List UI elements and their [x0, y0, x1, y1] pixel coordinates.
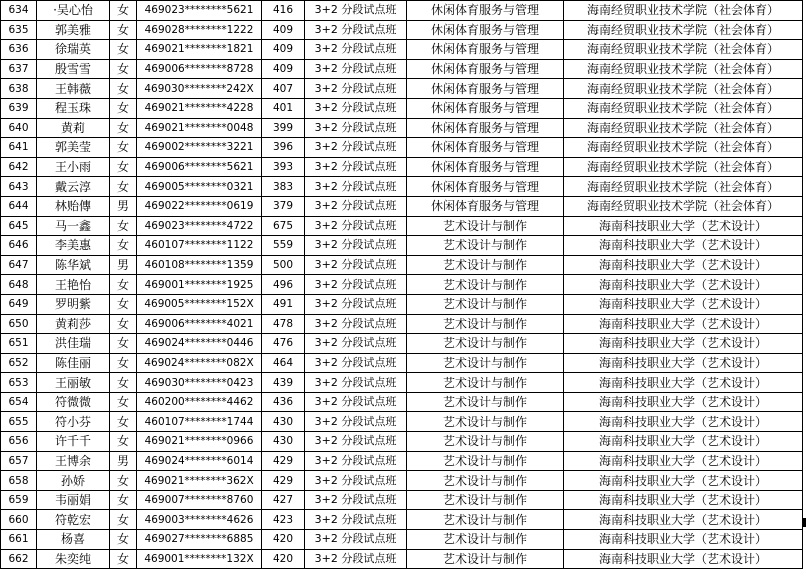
student-name-cell: 王小雨 [37, 157, 110, 177]
score-cell: 420 [262, 549, 305, 569]
row-number-cell: 643 [1, 177, 37, 197]
table-row [1, 334, 803, 354]
score-cell: 476 [262, 334, 305, 354]
row-number-cell: 640 [1, 118, 37, 138]
row-number-cell: 651 [1, 334, 37, 354]
class-type-cell: 3+2 分段试点班 [305, 216, 407, 236]
student-name-cell: 孙娇 [37, 471, 110, 491]
gender-cell: 女 [110, 510, 137, 530]
row-number-cell: 657 [1, 451, 37, 471]
row-number-cell: 636 [1, 40, 37, 60]
major-cell: 艺术设计与制作 [407, 510, 564, 530]
id-number-cell: 469006********5621 [137, 157, 262, 177]
school-cell: 海南科技职业大学（艺术设计） [564, 392, 803, 412]
student-name-cell: 陈华斌 [37, 255, 110, 275]
student-name-cell: 马一鑫 [37, 216, 110, 236]
class-type-cell: 3+2 分段试点班 [305, 334, 407, 354]
edge-mark [802, 518, 806, 527]
school-cell: 海南经贸职业技术学院（社会体育） [564, 138, 803, 158]
major-cell: 休闲体育服务与管理 [407, 40, 564, 60]
major-cell: 休闲体育服务与管理 [407, 177, 564, 197]
school-cell: 海南科技职业大学（艺术设计） [564, 412, 803, 432]
row-number-cell: 656 [1, 432, 37, 452]
major-cell: 艺术设计与制作 [407, 294, 564, 314]
class-type-cell: 3+2 分段试点班 [305, 471, 407, 491]
table-row [1, 294, 803, 314]
table-row [1, 157, 803, 177]
score-cell: 429 [262, 451, 305, 471]
gender-cell: 女 [110, 275, 137, 295]
gender-cell: 女 [110, 392, 137, 412]
score-cell: 409 [262, 59, 305, 79]
major-cell: 艺术设计与制作 [407, 432, 564, 452]
row-number-cell: 658 [1, 471, 37, 491]
table-row [1, 275, 803, 295]
score-cell: 420 [262, 530, 305, 550]
id-number-cell: 460107********1744 [137, 412, 262, 432]
student-name-cell: 杨喜 [37, 530, 110, 550]
gender-cell: 女 [110, 314, 137, 334]
major-cell: 休闲体育服务与管理 [407, 20, 564, 40]
table-row [1, 79, 803, 99]
class-type-cell: 3+2 分段试点班 [305, 510, 407, 530]
row-number-cell: 650 [1, 314, 37, 334]
score-cell: 429 [262, 471, 305, 491]
major-cell: 艺术设计与制作 [407, 490, 564, 510]
table-row [1, 392, 803, 412]
id-number-cell: 469001********1925 [137, 275, 262, 295]
class-type-cell: 3+2 分段试点班 [305, 255, 407, 275]
gender-cell: 男 [110, 196, 137, 216]
id-number-cell: 469006********4021 [137, 314, 262, 334]
table-row [1, 432, 803, 452]
gender-cell: 女 [110, 334, 137, 354]
class-type-cell: 3+2 分段试点班 [305, 530, 407, 550]
score-cell: 379 [262, 196, 305, 216]
id-number-cell: 469024********082X [137, 353, 262, 373]
major-cell: 休闲体育服务与管理 [407, 157, 564, 177]
gender-cell: 女 [110, 177, 137, 197]
major-cell: 艺术设计与制作 [407, 236, 564, 256]
student-name-cell: ·吴心怡 [37, 1, 110, 21]
major-cell: 艺术设计与制作 [407, 412, 564, 432]
score-cell: 436 [262, 392, 305, 412]
class-type-cell: 3+2 分段试点班 [305, 59, 407, 79]
class-type-cell: 3+2 分段试点班 [305, 294, 407, 314]
gender-cell: 女 [110, 530, 137, 550]
gender-cell: 女 [110, 40, 137, 60]
major-cell: 艺术设计与制作 [407, 353, 564, 373]
student-name-cell: 郭美莹 [37, 138, 110, 158]
student-name-cell: 郭美雅 [37, 20, 110, 40]
class-type-cell: 3+2 分段试点班 [305, 196, 407, 216]
class-type-cell: 3+2 分段试点班 [305, 490, 407, 510]
major-cell: 艺术设计与制作 [407, 530, 564, 550]
table-row [1, 236, 803, 256]
school-cell: 海南科技职业大学（艺术设计） [564, 353, 803, 373]
table-row [1, 353, 803, 373]
id-number-cell: 469030********242X [137, 79, 262, 99]
score-cell: 423 [262, 510, 305, 530]
school-cell: 海南科技职业大学（艺术设计） [564, 549, 803, 569]
school-cell: 海南科技职业大学（艺术设计） [564, 510, 803, 530]
major-cell: 艺术设计与制作 [407, 314, 564, 334]
row-number-cell: 638 [1, 79, 37, 99]
table-row [1, 314, 803, 334]
class-type-cell: 3+2 分段试点班 [305, 177, 407, 197]
school-cell: 海南经贸职业技术学院（社会体育） [564, 20, 803, 40]
score-cell: 399 [262, 118, 305, 138]
student-name-cell: 黄莉莎 [37, 314, 110, 334]
row-number-cell: 652 [1, 353, 37, 373]
row-number-cell: 634 [1, 1, 37, 21]
student-name-cell: 王丽敏 [37, 373, 110, 393]
table-row [1, 98, 803, 118]
school-cell: 海南经贸职业技术学院（社会体育） [564, 196, 803, 216]
class-type-cell: 3+2 分段试点班 [305, 1, 407, 21]
student-name-cell: 徐瑞英 [37, 40, 110, 60]
table-row [1, 412, 803, 432]
major-cell: 艺术设计与制作 [407, 275, 564, 295]
school-cell: 海南经贸职业技术学院（社会体育） [564, 98, 803, 118]
row-number-cell: 661 [1, 530, 37, 550]
table-row [1, 490, 803, 510]
gender-cell: 男 [110, 451, 137, 471]
table-row [1, 373, 803, 393]
gender-cell: 女 [110, 216, 137, 236]
score-cell: 439 [262, 373, 305, 393]
table-row [1, 451, 803, 471]
major-cell: 艺术设计与制作 [407, 392, 564, 412]
id-number-cell: 469021********4228 [137, 98, 262, 118]
gender-cell: 女 [110, 1, 137, 21]
major-cell: 艺术设计与制作 [407, 334, 564, 354]
id-number-cell: 469022********0619 [137, 196, 262, 216]
student-name-cell: 戴云淳 [37, 177, 110, 197]
major-cell: 休闲体育服务与管理 [407, 59, 564, 79]
school-cell: 海南科技职业大学（艺术设计） [564, 216, 803, 236]
table-body [1, 1, 803, 569]
class-type-cell: 3+2 分段试点班 [305, 314, 407, 334]
gender-cell: 女 [110, 353, 137, 373]
id-number-cell: 469028********1222 [137, 20, 262, 40]
row-number-cell: 660 [1, 510, 37, 530]
id-number-cell: 469005********152X [137, 294, 262, 314]
gender-cell: 女 [110, 471, 137, 491]
class-type-cell: 3+2 分段试点班 [305, 118, 407, 138]
score-cell: 675 [262, 216, 305, 236]
school-cell: 海南科技职业大学（艺术设计） [564, 373, 803, 393]
score-cell: 401 [262, 98, 305, 118]
table-row [1, 216, 803, 236]
major-cell: 艺术设计与制作 [407, 216, 564, 236]
student-name-cell: 黄莉 [37, 118, 110, 138]
row-number-cell: 639 [1, 98, 37, 118]
school-cell: 海南经贸职业技术学院（社会体育） [564, 177, 803, 197]
major-cell: 艺术设计与制作 [407, 471, 564, 491]
table-row [1, 471, 803, 491]
table-row [1, 138, 803, 158]
student-name-cell: 林贻傳 [37, 196, 110, 216]
class-type-cell: 3+2 分段试点班 [305, 412, 407, 432]
table-row [1, 196, 803, 216]
major-cell: 艺术设计与制作 [407, 373, 564, 393]
row-number-cell: 642 [1, 157, 37, 177]
class-type-cell: 3+2 分段试点班 [305, 20, 407, 40]
student-name-cell: 韦丽娟 [37, 490, 110, 510]
row-number-cell: 648 [1, 275, 37, 295]
score-cell: 393 [262, 157, 305, 177]
table-row [1, 20, 803, 40]
gender-cell: 女 [110, 490, 137, 510]
score-cell: 409 [262, 40, 305, 60]
major-cell: 休闲体育服务与管理 [407, 118, 564, 138]
student-name-cell: 罗明紫 [37, 294, 110, 314]
table-row [1, 1, 803, 21]
row-number-cell: 637 [1, 59, 37, 79]
student-name-cell: 许千千 [37, 432, 110, 452]
student-name-cell: 殷雪雪 [37, 59, 110, 79]
gender-cell: 女 [110, 432, 137, 452]
gender-cell: 女 [110, 20, 137, 40]
class-type-cell: 3+2 分段试点班 [305, 392, 407, 412]
gender-cell: 女 [110, 294, 137, 314]
row-number-cell: 655 [1, 412, 37, 432]
score-cell: 416 [262, 1, 305, 21]
class-type-cell: 3+2 分段试点班 [305, 79, 407, 99]
id-number-cell: 469003********4626 [137, 510, 262, 530]
gender-cell: 女 [110, 236, 137, 256]
id-number-cell: 469021********0048 [137, 118, 262, 138]
id-number-cell: 460107********1122 [137, 236, 262, 256]
score-cell: 478 [262, 314, 305, 334]
score-cell: 409 [262, 20, 305, 40]
school-cell: 海南经贸职业技术学院（社会体育） [564, 40, 803, 60]
table-row [1, 530, 803, 550]
row-number-cell: 649 [1, 294, 37, 314]
school-cell: 海南科技职业大学（艺术设计） [564, 294, 803, 314]
student-name-cell: 陈佳丽 [37, 353, 110, 373]
score-cell: 430 [262, 432, 305, 452]
class-type-cell: 3+2 分段试点班 [305, 432, 407, 452]
id-number-cell: 460108********1359 [137, 255, 262, 275]
id-number-cell: 469024********6014 [137, 451, 262, 471]
student-name-cell: 符小芬 [37, 412, 110, 432]
class-type-cell: 3+2 分段试点班 [305, 40, 407, 60]
id-number-cell: 469007********8760 [137, 490, 262, 510]
score-cell: 496 [262, 275, 305, 295]
id-number-cell: 469005********0321 [137, 177, 262, 197]
school-cell: 海南科技职业大学（艺术设计） [564, 530, 803, 550]
student-name-cell: 王艳怡 [37, 275, 110, 295]
score-cell: 430 [262, 412, 305, 432]
school-cell: 海南经贸职业技术学院（社会体育） [564, 79, 803, 99]
gender-cell: 女 [110, 412, 137, 432]
gender-cell: 女 [110, 549, 137, 569]
school-cell: 海南科技职业大学（艺术设计） [564, 236, 803, 256]
table-row [1, 59, 803, 79]
student-name-cell: 符乾宏 [37, 510, 110, 530]
major-cell: 休闲体育服务与管理 [407, 196, 564, 216]
class-type-cell: 3+2 分段试点班 [305, 451, 407, 471]
id-number-cell: 469006********8728 [137, 59, 262, 79]
score-cell: 407 [262, 79, 305, 99]
score-cell: 383 [262, 177, 305, 197]
student-name-cell: 李美惠 [37, 236, 110, 256]
student-name-cell: 朱奕纯 [37, 549, 110, 569]
gender-cell: 女 [110, 157, 137, 177]
school-cell: 海南科技职业大学（艺术设计） [564, 490, 803, 510]
gender-cell: 女 [110, 138, 137, 158]
id-number-cell: 469001********132X [137, 549, 262, 569]
row-number-cell: 646 [1, 236, 37, 256]
score-cell: 427 [262, 490, 305, 510]
gender-cell: 女 [110, 373, 137, 393]
class-type-cell: 3+2 分段试点班 [305, 549, 407, 569]
row-number-cell: 654 [1, 392, 37, 412]
table-row [1, 118, 803, 138]
id-number-cell: 469021********1821 [137, 40, 262, 60]
school-cell: 海南科技职业大学（艺术设计） [564, 471, 803, 491]
student-name-cell: 王韩薇 [37, 79, 110, 99]
major-cell: 休闲体育服务与管理 [407, 1, 564, 21]
table-row [1, 40, 803, 60]
id-number-cell: 469030********0423 [137, 373, 262, 393]
school-cell: 海南科技职业大学（艺术设计） [564, 432, 803, 452]
school-cell: 海南科技职业大学（艺术设计） [564, 334, 803, 354]
school-cell: 海南经贸职业技术学院（社会体育） [564, 59, 803, 79]
major-cell: 艺术设计与制作 [407, 549, 564, 569]
class-type-cell: 3+2 分段试点班 [305, 138, 407, 158]
table-row [1, 549, 803, 569]
row-number-cell: 645 [1, 216, 37, 236]
table-row [1, 255, 803, 275]
class-type-cell: 3+2 分段试点班 [305, 275, 407, 295]
row-number-cell: 644 [1, 196, 37, 216]
class-type-cell: 3+2 分段试点班 [305, 236, 407, 256]
table-row [1, 510, 803, 530]
school-cell: 海南经贸职业技术学院（社会体育） [564, 157, 803, 177]
major-cell: 休闲体育服务与管理 [407, 79, 564, 99]
class-type-cell: 3+2 分段试点班 [305, 98, 407, 118]
major-cell: 艺术设计与制作 [407, 255, 564, 275]
major-cell: 休闲体育服务与管理 [407, 98, 564, 118]
school-cell: 海南经贸职业技术学院（社会体育） [564, 1, 803, 21]
class-type-cell: 3+2 分段试点班 [305, 353, 407, 373]
gender-cell: 女 [110, 118, 137, 138]
score-cell: 559 [262, 236, 305, 256]
student-name-cell: 洪佳瑞 [37, 334, 110, 354]
student-name-cell: 程玉珠 [37, 98, 110, 118]
id-number-cell: 469021********362X [137, 471, 262, 491]
table-row [1, 177, 803, 197]
id-number-cell: 460200********4462 [137, 392, 262, 412]
school-cell: 海南科技职业大学（艺术设计） [564, 451, 803, 471]
score-cell: 464 [262, 353, 305, 373]
major-cell: 休闲体育服务与管理 [407, 138, 564, 158]
school-cell: 海南科技职业大学（艺术设计） [564, 255, 803, 275]
gender-cell: 女 [110, 98, 137, 118]
row-number-cell: 659 [1, 490, 37, 510]
student-name-cell: 王博余 [37, 451, 110, 471]
row-number-cell: 662 [1, 549, 37, 569]
score-cell: 500 [262, 255, 305, 275]
school-cell: 海南经贸职业技术学院（社会体育） [564, 118, 803, 138]
class-type-cell: 3+2 分段试点班 [305, 373, 407, 393]
class-type-cell: 3+2 分段试点班 [305, 157, 407, 177]
score-cell: 491 [262, 294, 305, 314]
id-number-cell: 469024********0446 [137, 334, 262, 354]
id-number-cell: 469023********5621 [137, 1, 262, 21]
gender-cell: 女 [110, 79, 137, 99]
student-name-cell: 符微微 [37, 392, 110, 412]
gender-cell: 男 [110, 255, 137, 275]
school-cell: 海南科技职业大学（艺术设计） [564, 275, 803, 295]
row-number-cell: 653 [1, 373, 37, 393]
school-cell: 海南科技职业大学（艺术设计） [564, 314, 803, 334]
id-number-cell: 469027********6885 [137, 530, 262, 550]
gender-cell: 女 [110, 59, 137, 79]
row-number-cell: 641 [1, 138, 37, 158]
row-number-cell: 647 [1, 255, 37, 275]
score-cell: 396 [262, 138, 305, 158]
id-number-cell: 469023********4722 [137, 216, 262, 236]
row-number-cell: 635 [1, 20, 37, 40]
id-number-cell: 469002********3221 [137, 138, 262, 158]
id-number-cell: 469021********0966 [137, 432, 262, 452]
major-cell: 艺术设计与制作 [407, 451, 564, 471]
